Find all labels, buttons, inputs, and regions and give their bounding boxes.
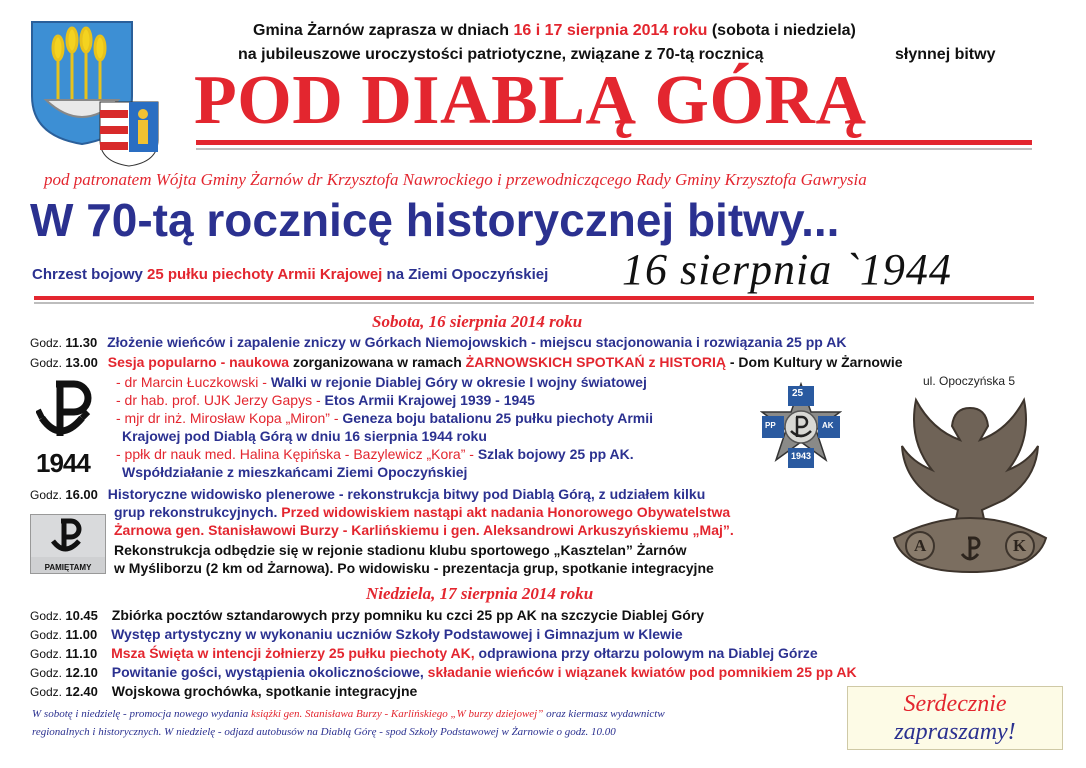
title-underline-thin xyxy=(196,148,1032,150)
coat-of-arms-county xyxy=(98,100,160,168)
invite-line-2-end: słynnej bitwy xyxy=(895,46,996,63)
sun-row-4: Godz. 12.10 Powitanie gości, wystąpienia okolicznościowe, składanie wieńców i wiązanek kwiatów pod pomnikiem 25 pp AK xyxy=(30,664,857,680)
show-line-2: grup rekonstrukcyjnych. Przed widowiskiem nastąpi akt nadania Honorowego Obywatelstwa xyxy=(114,504,731,520)
invite-box xyxy=(847,686,1063,750)
cross-top-label: 25 xyxy=(792,388,804,399)
lecture-2: - dr hab. prof. UJK Jerzy Gapys - Etos Armii Krajowej 1939 - 1945 xyxy=(116,392,535,408)
invite-line-2: na jubileuszowe uroczystości patriotyczne, związane z 70-tą rocznicą xyxy=(238,46,764,63)
date-script: 16 sierpnia `1944 xyxy=(622,245,952,294)
sunday-heading: Niedziela, 17 sierpnia 2014 roku xyxy=(366,584,594,603)
lecture-4: - ppłk dr nauk med. Halina Kępińska - Bazylewicz „Kora” - Szlak bojowy 25 pp AK. xyxy=(116,446,634,462)
headline: W 70-tą rocznicę historycznej bitwy... xyxy=(30,194,840,246)
headline-rule xyxy=(34,296,1034,300)
cross-bottom-label: 1943 xyxy=(791,451,812,461)
subheadline: Chrzest bojowy 25 pułku piechoty Armii Krajowej na Ziemi Opoczyńskiej xyxy=(32,266,549,283)
kotwica-1944-emblem: 1944 xyxy=(36,376,102,476)
address: ul. Opoczyńska 5 xyxy=(923,374,1016,388)
headline-rule-thin xyxy=(34,302,1034,304)
saturday-heading: Sobota, 16 sierpnia 2014 roku xyxy=(372,312,583,331)
sun-row-3: Godz. 11.10 Msza Święta w intencji żołnierzy 25 pułku piechoty AK, odprawiona przy ołtarzu polowym na Diablej Górze xyxy=(30,645,818,661)
show-line-4: Rekonstrukcja odbędzie się w rejonie stadionu klubu sportowego „Kasztelan” Żarnów xyxy=(114,542,687,558)
lecture-3: - mjr dr inż. Mirosław Kopa „Miron” - Geneza boju batalionu 25 pułku piechoty Armii xyxy=(116,410,654,426)
lecture-4-cont: Współdziałanie z mieszkańcami Ziemi Opoczyńskiej xyxy=(122,464,468,480)
eagle-right-letter: K xyxy=(1013,536,1027,555)
pamietamy-emblem: PAMIĘTAMY xyxy=(30,514,106,574)
invite-box-line-2: zapraszamy! xyxy=(894,719,1016,745)
footer-line-2: regionalnych i historycznych. W niedzielę - odjazd autobusów na Diablą Górę - spod Szkoły Podstawowej w Żarnowie o godz. 10.00 xyxy=(32,726,616,738)
sat-row-show: Godz. 16.00 Historyczne widowisko plenerowe - rekonstrukcja bitwy pod Diablą Górą, z udziałem kilku xyxy=(30,486,706,502)
invite-box-line-1: Serdecznie xyxy=(903,691,1007,717)
sat-row-2: Godz. 13.00 Sesja popularno - naukowa zorganizowana w ramach ŻARNOWSKICH SPOTKAŃ z HISTORIĄ - Dom Kultury w Żarnowie xyxy=(30,354,903,370)
main-title: POD DIABLĄ GÓRĄ xyxy=(194,62,867,139)
eagle-left-letter: A xyxy=(914,536,927,555)
show-line-5: w Myśliborzu (2 km od Żarnowa). Po widowisku - prezentacja grup, spotkanie integracyjne xyxy=(114,560,714,576)
title-underline xyxy=(196,140,1032,145)
lecture-1: - dr Marcin Łuczkowski - Walki w rejonie Diablej Góry w okresie I wojny światowej xyxy=(116,374,647,390)
show-line-3: Żarnowa gen. Stanisławowi Burzy - Karlińskiemu i gen. Aleksandrowi Arkuszyńskiemu „Maj”. xyxy=(114,522,734,538)
sat-row-1: Godz. 11.30 Złożenie wieńców i zapalenie zniczy w Górkach Niemojowskich - miejscu stacjonowania i rozwiązania 25 pp AK xyxy=(30,334,847,350)
cross-left-label: PP xyxy=(765,421,776,430)
invite-line-1: Gmina Żarnów zaprasza w dniach 16 i 17 sierpnia 2014 roku (sobota i niedziela) xyxy=(253,22,856,39)
patronage: pod patronatem Wójta Gminy Żarnów dr Krzysztofa Nawrockiego i przewodniczącego Rady Gminy Krzysztofa Gawrysia xyxy=(44,170,867,189)
ak-eagle-badge xyxy=(880,388,1060,584)
cross-right-label: AK xyxy=(822,421,834,430)
sun-row-5: Godz. 12.40 Wojskowa grochówka, spotkanie integracyjne xyxy=(30,683,418,699)
lecture-3-cont: Krajowej pod Diablą Górą w dniu 16 sierpnia 1944 roku xyxy=(122,428,487,444)
footer-line-1: W sobotę i niedzielę - promocja nowego wydania książki gen. Stanisława Burzy - Karlińskiego „W burzy dziejowej” oraz kiermasz wydawnictw xyxy=(32,708,665,720)
regiment-cross-badge xyxy=(760,382,842,478)
sun-row-1: Godz. 10.45 Zbiórka pocztów sztandarowych przy pomniku ku czci 25 pp AK na szczycie Diablej Góry xyxy=(30,607,705,623)
sun-row-2: Godz. 11.00 Występ artystyczny w wykonaniu uczniów Szkoły Podstawowej i Gimnazjum w Klewie xyxy=(30,626,683,642)
